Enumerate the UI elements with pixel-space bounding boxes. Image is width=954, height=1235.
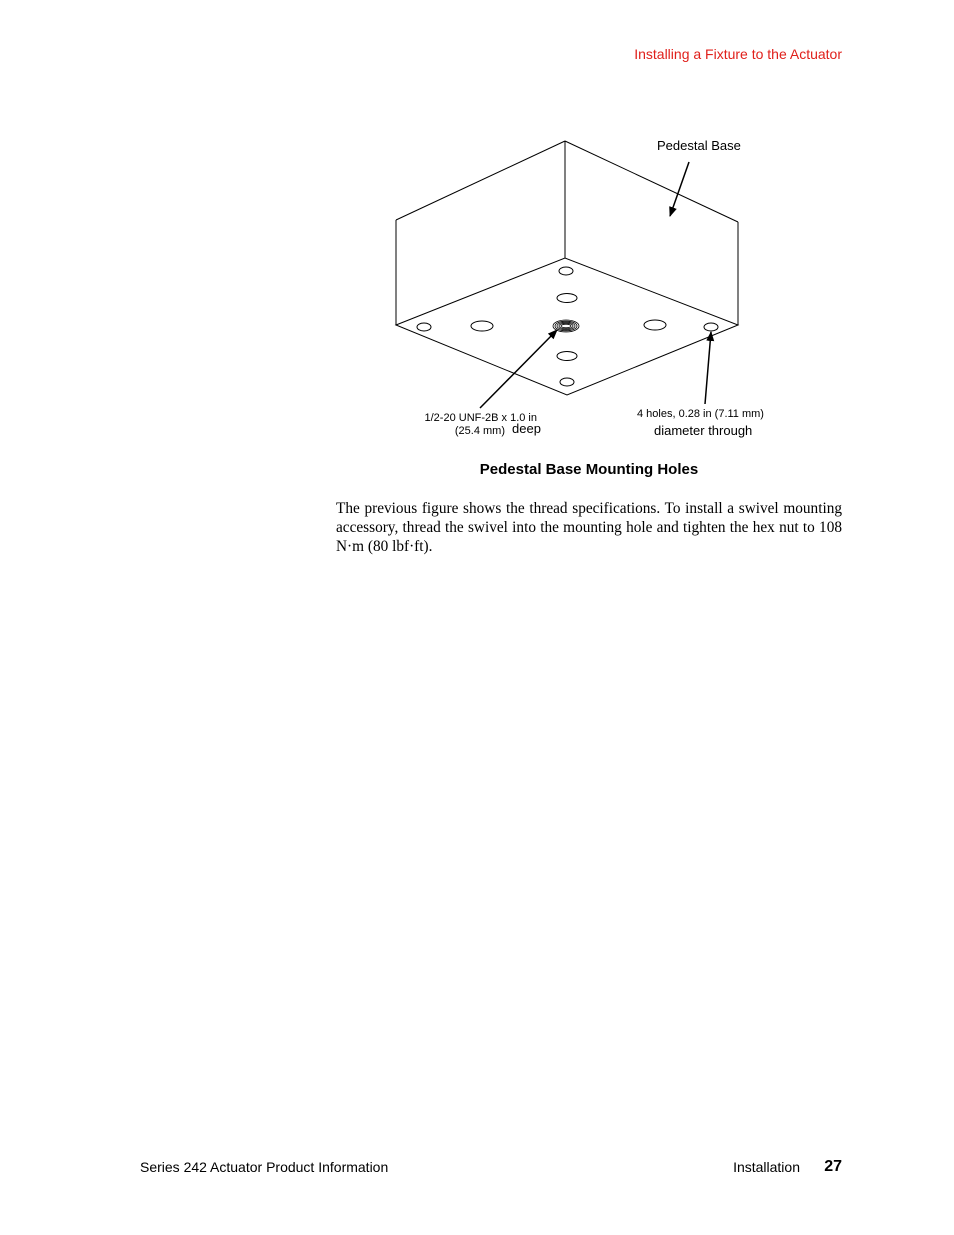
holes-spec-label-line2: diameter through (654, 423, 753, 438)
thread-spec-label-line2: (25.4 mm) (454, 425, 505, 437)
thread-callout-arrow (480, 330, 557, 408)
footer-document-title: Series 242 Actuator Product Information (140, 1159, 389, 1175)
pedestal-base-figure (0, 0, 954, 460)
mounting-hole (471, 321, 493, 331)
pedestal-base-label: Pedestal Base (657, 138, 741, 153)
holes-callout-arrow (705, 332, 711, 404)
mounting-hole (557, 352, 577, 361)
page-number: 27 (824, 1158, 842, 1175)
mounting-holes (417, 267, 718, 386)
corner-through-hole-right (704, 323, 718, 331)
mounting-hole (557, 294, 577, 303)
pedestal-base-outline (396, 141, 738, 395)
corner-through-hole-back (559, 267, 573, 275)
figure-caption: Pedestal Base Mounting Holes (479, 461, 699, 478)
running-header: Installing a Fixture to the Actuator (634, 46, 842, 62)
pedestal-base-arrow (670, 162, 689, 216)
thread-spec-label-line1: 1/2-20 UNF-2B x 1.0 in (424, 412, 537, 424)
corner-through-hole-left (417, 323, 431, 331)
mounting-hole (644, 320, 666, 330)
corner-through-hole-front (560, 378, 574, 386)
thread-spec-label-deep: deep (512, 421, 541, 436)
holes-spec-label-line1: 4 holes, 0.28 in (7.11 mm) (637, 408, 764, 420)
body-paragraph: The previous figure shows the thread specifications. To install a swivel mounting accessory, thread the swivel into the mounting hole and tighten the hex nut to 108 N·m (80 lbf·ft). (336, 500, 842, 555)
footer-section-name: Installation (733, 1159, 800, 1175)
callout-arrows (480, 162, 711, 408)
